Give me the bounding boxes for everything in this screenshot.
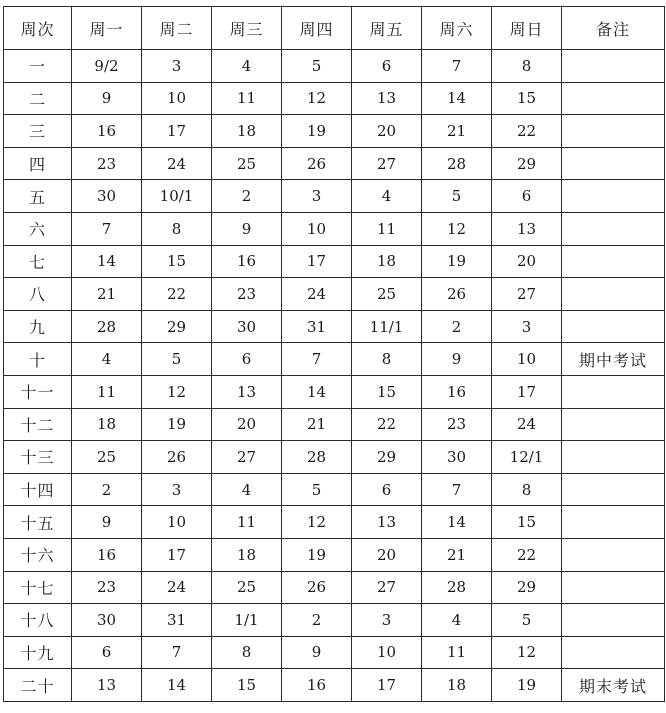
- table-row: [4, 441, 665, 474]
- date-cell-monday: 11: [72, 375, 142, 408]
- date-cell-wednesday: 4: [212, 473, 282, 506]
- date-cell-tuesday: 10/1: [142, 180, 212, 213]
- date-cell-tuesday: 5: [142, 343, 212, 376]
- table-row: [4, 343, 665, 376]
- note-cell: [562, 50, 665, 83]
- date-cell-thursday: 16: [282, 669, 352, 702]
- date-cell-thursday: 26: [282, 147, 352, 180]
- week-label-cell: 十: [4, 343, 72, 376]
- date-cell-monday: 7: [72, 212, 142, 245]
- date-cell-saturday: 28: [422, 571, 492, 604]
- date-cell-monday: 30: [72, 180, 142, 213]
- date-cell-wednesday: 11: [212, 82, 282, 115]
- date-cell-monday: 2: [72, 473, 142, 506]
- date-cell-saturday: 21: [422, 115, 492, 148]
- date-cell-friday: 11/1: [352, 310, 422, 343]
- date-cell-wednesday: 23: [212, 278, 282, 311]
- date-cell-sunday: 10: [492, 343, 562, 376]
- note-cell: [562, 441, 665, 474]
- date-cell-wednesday: 8: [212, 636, 282, 669]
- week-label-cell: 十五: [4, 506, 72, 539]
- date-cell-monday: 4: [72, 343, 142, 376]
- date-cell-thursday: 5: [282, 473, 352, 506]
- date-cell-sunday: 15: [492, 82, 562, 115]
- date-cell-sunday: 29: [492, 571, 562, 604]
- date-cell-friday: 18: [352, 245, 422, 278]
- date-cell-sunday: 19: [492, 669, 562, 702]
- date-cell-monday: 6: [72, 636, 142, 669]
- date-cell-saturday: 18: [422, 669, 492, 702]
- date-cell-tuesday: 24: [142, 147, 212, 180]
- note-cell: [562, 571, 665, 604]
- date-cell-saturday: 11: [422, 636, 492, 669]
- week-label-cell: 十八: [4, 604, 72, 637]
- date-cell-tuesday: 17: [142, 115, 212, 148]
- table-row: [4, 636, 665, 669]
- week-label-cell: 二十: [4, 669, 72, 702]
- note-cell: [562, 604, 665, 637]
- week-label-cell: 三: [4, 115, 72, 148]
- date-cell-monday: 13: [72, 669, 142, 702]
- table-row: [4, 669, 665, 702]
- date-cell-sunday: 24: [492, 408, 562, 441]
- date-cell-friday: 27: [352, 147, 422, 180]
- date-cell-tuesday: 14: [142, 669, 212, 702]
- note-cell: [562, 636, 665, 669]
- note-cell: 期中考试: [562, 343, 665, 376]
- date-cell-friday: 13: [352, 506, 422, 539]
- week-label-cell: 二: [4, 82, 72, 115]
- date-cell-wednesday: 9: [212, 212, 282, 245]
- date-cell-thursday: 5: [282, 50, 352, 83]
- calendar-table-container: [3, 6, 664, 702]
- date-cell-wednesday: 18: [212, 115, 282, 148]
- date-cell-wednesday: 30: [212, 310, 282, 343]
- date-cell-tuesday: 31: [142, 604, 212, 637]
- header-notes: 备注: [562, 7, 665, 50]
- date-cell-thursday: 17: [282, 245, 352, 278]
- week-label-cell: 一: [4, 50, 72, 83]
- date-cell-sunday: 17: [492, 375, 562, 408]
- week-label-cell: 八: [4, 278, 72, 311]
- date-cell-saturday: 16: [422, 375, 492, 408]
- date-cell-thursday: 24: [282, 278, 352, 311]
- date-cell-sunday: 13: [492, 212, 562, 245]
- date-cell-friday: 10: [352, 636, 422, 669]
- date-cell-tuesday: 26: [142, 441, 212, 474]
- date-cell-sunday: 20: [492, 245, 562, 278]
- header-row: [4, 7, 665, 50]
- table-row: [4, 245, 665, 278]
- week-label-cell: 十七: [4, 571, 72, 604]
- date-cell-saturday: 21: [422, 538, 492, 571]
- date-cell-wednesday: 18: [212, 538, 282, 571]
- table-row: [4, 115, 665, 148]
- date-cell-saturday: 7: [422, 50, 492, 83]
- note-cell: [562, 310, 665, 343]
- date-cell-tuesday: 8: [142, 212, 212, 245]
- date-cell-saturday: 28: [422, 147, 492, 180]
- date-cell-monday: 9/2: [72, 50, 142, 83]
- date-cell-monday: 16: [72, 538, 142, 571]
- date-cell-sunday: 22: [492, 538, 562, 571]
- date-cell-thursday: 12: [282, 82, 352, 115]
- date-cell-wednesday: 13: [212, 375, 282, 408]
- table-row: [4, 571, 665, 604]
- note-cell: 期末考试: [562, 669, 665, 702]
- table-row: [4, 506, 665, 539]
- date-cell-monday: 18: [72, 408, 142, 441]
- date-cell-monday: 25: [72, 441, 142, 474]
- date-cell-thursday: 14: [282, 375, 352, 408]
- date-cell-wednesday: 20: [212, 408, 282, 441]
- date-cell-thursday: 9: [282, 636, 352, 669]
- date-cell-sunday: 12: [492, 636, 562, 669]
- date-cell-friday: 6: [352, 50, 422, 83]
- date-cell-friday: 29: [352, 441, 422, 474]
- date-cell-wednesday: 25: [212, 571, 282, 604]
- date-cell-sunday: 12/1: [492, 441, 562, 474]
- note-cell: [562, 538, 665, 571]
- date-cell-thursday: 31: [282, 310, 352, 343]
- note-cell: [562, 245, 665, 278]
- date-cell-tuesday: 3: [142, 50, 212, 83]
- week-label-cell: 十二: [4, 408, 72, 441]
- date-cell-thursday: 2: [282, 604, 352, 637]
- week-label-cell: 四: [4, 147, 72, 180]
- date-cell-friday: 22: [352, 408, 422, 441]
- note-cell: [562, 506, 665, 539]
- date-cell-sunday: 27: [492, 278, 562, 311]
- week-label-cell: 九: [4, 310, 72, 343]
- date-cell-wednesday: 1/1: [212, 604, 282, 637]
- week-label-cell: 十九: [4, 636, 72, 669]
- note-cell: [562, 375, 665, 408]
- date-cell-friday: 8: [352, 343, 422, 376]
- date-cell-tuesday: 22: [142, 278, 212, 311]
- date-cell-saturday: 19: [422, 245, 492, 278]
- date-cell-monday: 14: [72, 245, 142, 278]
- header-sunday: 周日: [492, 7, 562, 50]
- note-cell: [562, 147, 665, 180]
- table-row: [4, 310, 665, 343]
- table-row: [4, 538, 665, 571]
- date-cell-wednesday: 16: [212, 245, 282, 278]
- note-cell: [562, 180, 665, 213]
- date-cell-wednesday: 4: [212, 50, 282, 83]
- date-cell-friday: 13: [352, 82, 422, 115]
- date-cell-monday: 16: [72, 115, 142, 148]
- date-cell-monday: 23: [72, 571, 142, 604]
- date-cell-sunday: 8: [492, 473, 562, 506]
- note-cell: [562, 115, 665, 148]
- date-cell-saturday: 23: [422, 408, 492, 441]
- date-cell-thursday: 3: [282, 180, 352, 213]
- week-label-cell: 十六: [4, 538, 72, 571]
- date-cell-friday: 25: [352, 278, 422, 311]
- date-cell-friday: 20: [352, 538, 422, 571]
- date-cell-tuesday: 17: [142, 538, 212, 571]
- date-cell-saturday: 14: [422, 82, 492, 115]
- date-cell-friday: 15: [352, 375, 422, 408]
- date-cell-thursday: 21: [282, 408, 352, 441]
- header-thursday: 周四: [282, 7, 352, 50]
- date-cell-sunday: 22: [492, 115, 562, 148]
- date-cell-friday: 20: [352, 115, 422, 148]
- date-cell-monday: 9: [72, 82, 142, 115]
- date-cell-saturday: 9: [422, 343, 492, 376]
- date-cell-sunday: 15: [492, 506, 562, 539]
- semester-calendar-table: [3, 6, 665, 702]
- note-cell: [562, 212, 665, 245]
- date-cell-saturday: 14: [422, 506, 492, 539]
- date-cell-saturday: 2: [422, 310, 492, 343]
- table-row: [4, 278, 665, 311]
- date-cell-wednesday: 2: [212, 180, 282, 213]
- date-cell-monday: 21: [72, 278, 142, 311]
- table-row: [4, 147, 665, 180]
- date-cell-saturday: 4: [422, 604, 492, 637]
- note-cell: [562, 278, 665, 311]
- table-row: [4, 604, 665, 637]
- note-cell: [562, 82, 665, 115]
- date-cell-monday: 23: [72, 147, 142, 180]
- date-cell-thursday: 10: [282, 212, 352, 245]
- date-cell-wednesday: 11: [212, 506, 282, 539]
- date-cell-friday: 6: [352, 473, 422, 506]
- table-row: [4, 82, 665, 115]
- date-cell-wednesday: 25: [212, 147, 282, 180]
- date-cell-tuesday: 10: [142, 506, 212, 539]
- table-row: [4, 375, 665, 408]
- table-row: [4, 50, 665, 83]
- date-cell-saturday: 12: [422, 212, 492, 245]
- date-cell-thursday: 26: [282, 571, 352, 604]
- date-cell-sunday: 6: [492, 180, 562, 213]
- date-cell-thursday: 12: [282, 506, 352, 539]
- week-label-cell: 六: [4, 212, 72, 245]
- date-cell-sunday: 3: [492, 310, 562, 343]
- week-label-cell: 十三: [4, 441, 72, 474]
- date-cell-tuesday: 7: [142, 636, 212, 669]
- header-wednesday: 周三: [212, 7, 282, 50]
- date-cell-wednesday: 6: [212, 343, 282, 376]
- date-cell-thursday: 7: [282, 343, 352, 376]
- header-monday: 周一: [72, 7, 142, 50]
- date-cell-friday: 17: [352, 669, 422, 702]
- date-cell-sunday: 8: [492, 50, 562, 83]
- week-label-cell: 五: [4, 180, 72, 213]
- week-label-cell: 十四: [4, 473, 72, 506]
- note-cell: [562, 408, 665, 441]
- date-cell-friday: 3: [352, 604, 422, 637]
- date-cell-tuesday: 3: [142, 473, 212, 506]
- date-cell-tuesday: 24: [142, 571, 212, 604]
- date-cell-monday: 30: [72, 604, 142, 637]
- date-cell-thursday: 28: [282, 441, 352, 474]
- table-body: [4, 50, 665, 702]
- week-label-cell: 七: [4, 245, 72, 278]
- date-cell-wednesday: 15: [212, 669, 282, 702]
- header-friday: 周五: [352, 7, 422, 50]
- date-cell-friday: 11: [352, 212, 422, 245]
- date-cell-monday: 9: [72, 506, 142, 539]
- note-cell: [562, 473, 665, 506]
- date-cell-wednesday: 27: [212, 441, 282, 474]
- table-row: [4, 473, 665, 506]
- date-cell-tuesday: 19: [142, 408, 212, 441]
- date-cell-tuesday: 10: [142, 82, 212, 115]
- date-cell-sunday: 5: [492, 604, 562, 637]
- date-cell-saturday: 30: [422, 441, 492, 474]
- header-week: 周次: [4, 7, 72, 50]
- date-cell-friday: 27: [352, 571, 422, 604]
- date-cell-saturday: 26: [422, 278, 492, 311]
- header-saturday: 周六: [422, 7, 492, 50]
- date-cell-saturday: 7: [422, 473, 492, 506]
- week-label-cell: 十一: [4, 375, 72, 408]
- date-cell-thursday: 19: [282, 115, 352, 148]
- date-cell-saturday: 5: [422, 180, 492, 213]
- table-row: [4, 180, 665, 213]
- date-cell-tuesday: 15: [142, 245, 212, 278]
- table-row: [4, 212, 665, 245]
- date-cell-sunday: 29: [492, 147, 562, 180]
- table-row: [4, 408, 665, 441]
- table-header: [4, 7, 665, 50]
- date-cell-friday: 4: [352, 180, 422, 213]
- date-cell-monday: 28: [72, 310, 142, 343]
- date-cell-tuesday: 29: [142, 310, 212, 343]
- date-cell-tuesday: 12: [142, 375, 212, 408]
- header-tuesday: 周二: [142, 7, 212, 50]
- date-cell-thursday: 19: [282, 538, 352, 571]
